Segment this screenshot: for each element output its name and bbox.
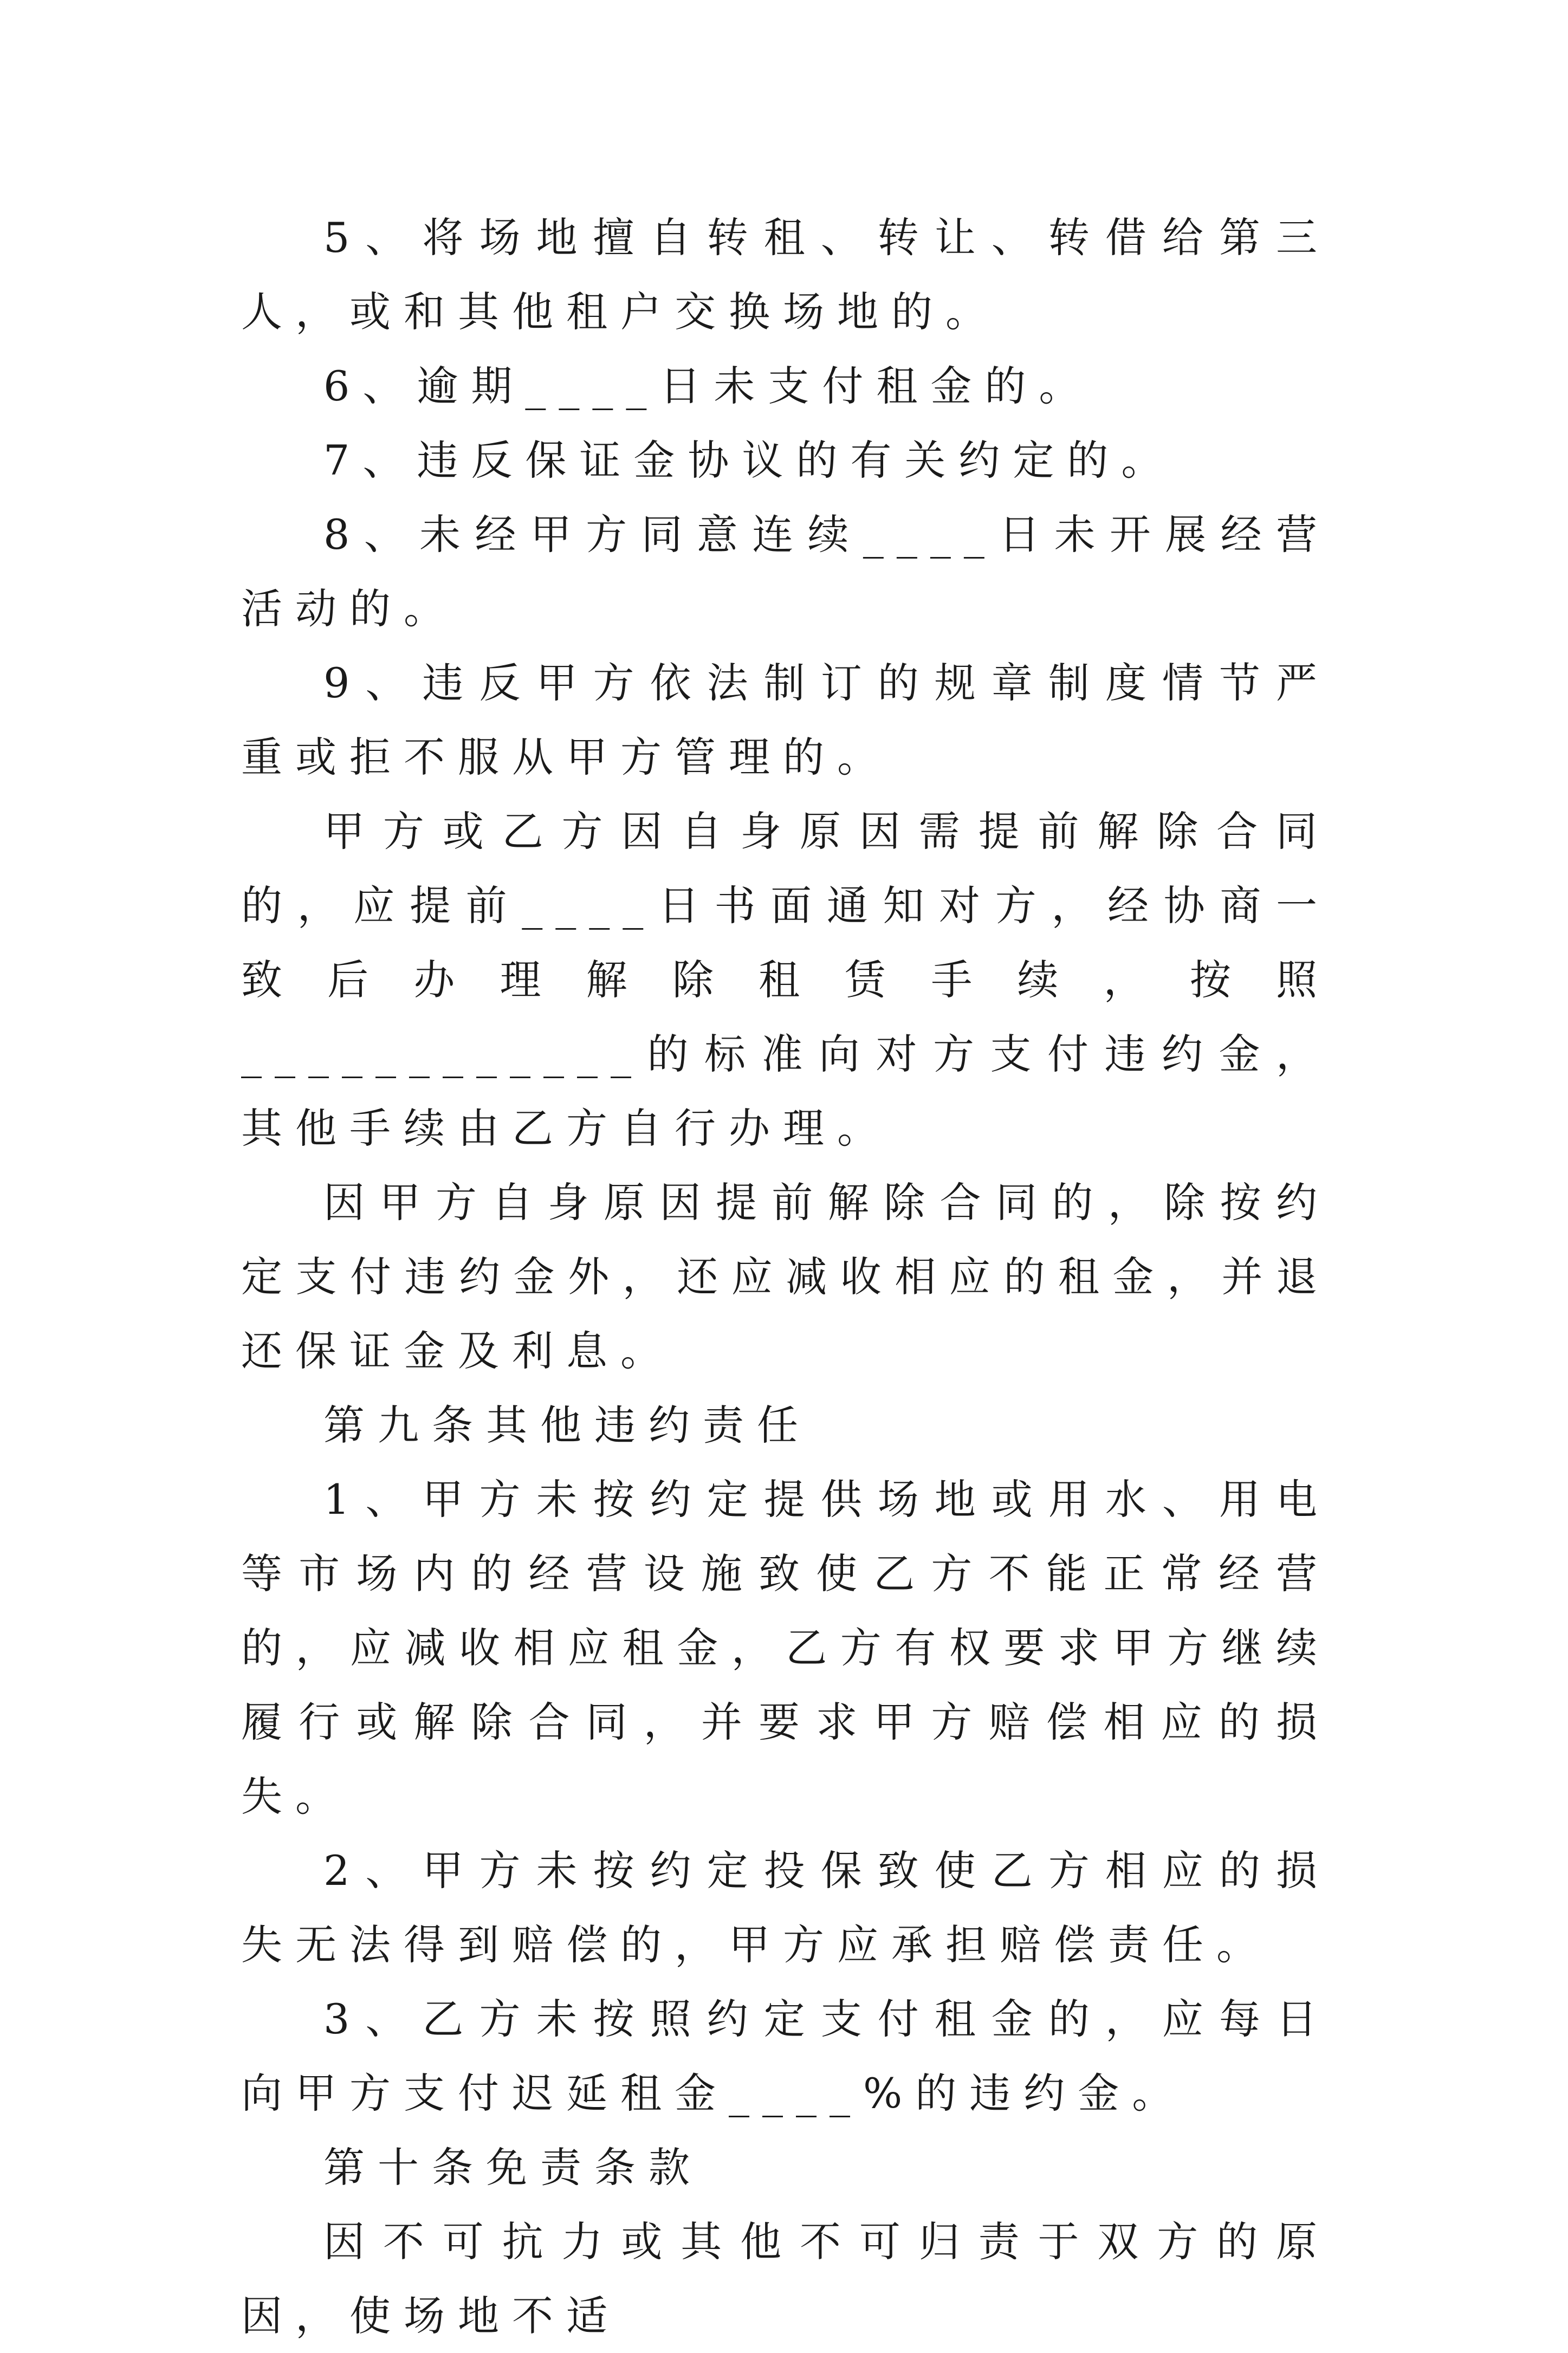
clause-item-9: 9、违反甲方依法制订的规章制度情节严重或拒不服从甲方管理的。 — [241, 659, 1330, 781]
clause-item-6: 6、逾期____日未支付租金的。 — [323, 362, 1093, 410]
document-body — [241, 200, 1330, 2353]
article-10-heading: 第十条免责条款 — [323, 2143, 703, 2192]
article-9-item-1: 1、甲方未按约定提供场地或用水、用电等市场内的经营设施致使乙方不能正常经营的，应减收相应租金，乙方有权要求甲方继续履行或解除合同，并要求甲方赔偿相应的损失。 — [241, 1475, 1330, 1820]
clause-item-7: 7、违反保证金协议的有关约定的。 — [323, 436, 1176, 484]
article-9-item-2: 2、甲方未按约定投保致使乙方相应的损失无法得到赔偿的，甲方应承担赔偿责任。 — [241, 1846, 1330, 1969]
party-a-termination-paragraph: 因甲方自身原因提前解除合同的，除按约定支付违约金外，还应减收相应的租金，并退还保证金及利息。 — [241, 1178, 1330, 1375]
article-9-heading: 第九条其他违约责任 — [323, 1401, 811, 1449]
article-9-item-3: 3、乙方未按照约定支付租金的，应每日向甲方支付迟延租金____%的违约金。 — [241, 1995, 1330, 2117]
article-10-paragraph: 因不可抗力或其他不可归责于双方的原因，使场地不适 — [241, 2218, 1330, 2340]
clause-item-5: 5、将场地擅自转租、转让、转借给第三人，或和其他租户交换场地的。 — [241, 213, 1330, 336]
clause-item-8: 8、未经甲方同意连续____日未开展经营活动的。 — [241, 510, 1330, 633]
early-termination-paragraph: 甲方或乙方因自身原因需提前解除合同的，应提前____日书面通知对方，经协商一致后办理解除租赁手续，按照____________的标准向对方支付违约金，其他手续由乙方自行办理。 — [241, 807, 1330, 1152]
